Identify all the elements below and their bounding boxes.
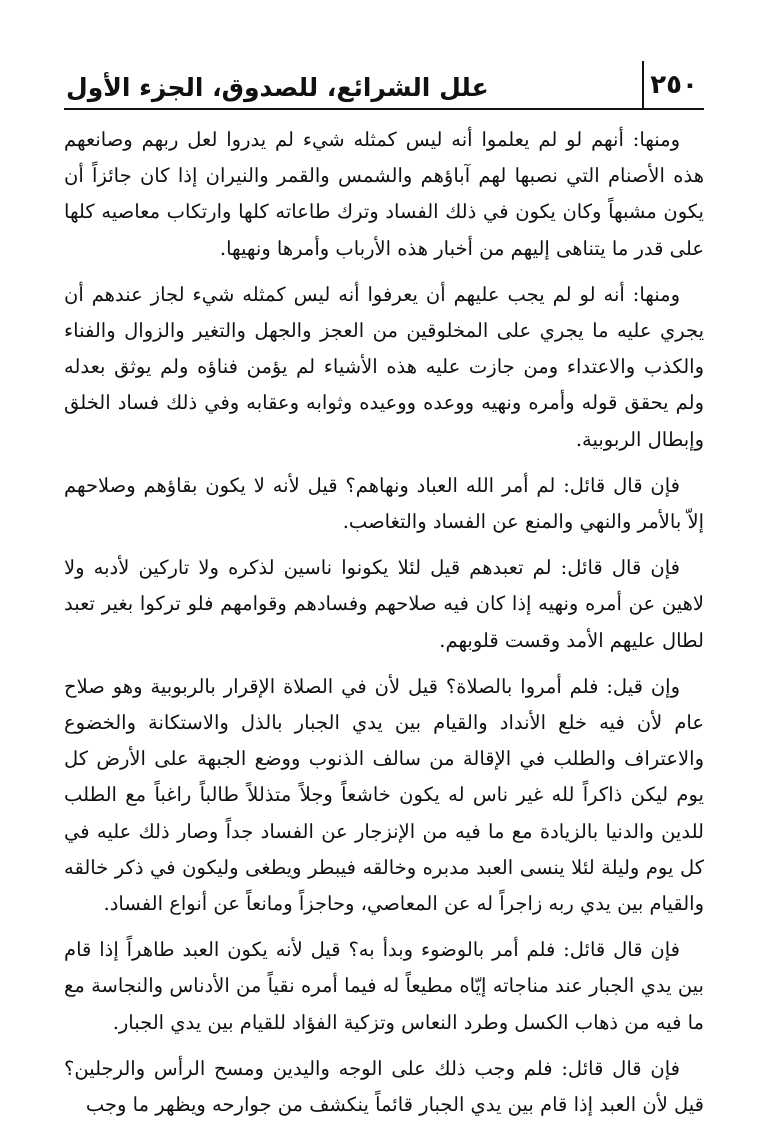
paragraph: وإن قيل: فلم أمروا بالصلاة؟ قيل لأن في الصلاة الإقرار بالربوبية وهو صلاح عام لأن فيه خلع الأنداد والقيام بين يدي الجبار بالذل والاستكانة والخضوع والاعتراف والطلب في الإقالة من سالف الذنوب ووضع الجبهة على الأرض كل يوم ليكن ذاكراً لله غير ناس له يكون خاشعاً وجلاً متذللاً طالباً راغباً مع الطلب للدين والدنيا بالزيادة مع ما فيه من الإنزجار عن الفساد جداً وصار ذلك عليه في كل يوم وليلة لئلا ينسى العبد مدبره وخالقه فيبطر ويطغى وليكون في ذكر خالقه والقيام بين يدي ربه زاجراً له عن المعاصي، وحاجزاً ومانعاً عن أنواع الفساد.	[64, 674, 704, 916]
paragraph: ومنها: أنه لو لم يجب عليهم أن يعرفوا أنه ليس كمثله شيء لجاز عندهم أن يجري عليه ما يجري على المخلوقين من العجز والجهل والتغير والزوال والفناء والكذب والاعتداء ومن جازت عليه هذه الأشياء لم يؤمن فناؤه ولم يوثق بعدله ولم يحقق قوله وأمره ونهيه ووعده ووعيده وثوابه وعقابه وفي ذلك فساد الخلق وإبطال الربوبية.	[64, 282, 704, 451]
page-number: ٢٥٠	[642, 61, 704, 109]
book-page	[64, 56, 704, 1117]
page-body	[64, 122, 704, 1123]
paragraph: فإن قال قائل: فلم أمر بالوضوء وبدأ به؟ قيل لأنه يكون العبد طاهراً إذا قام بين يدي الجبار عند مناجاته إيّاه مطيعاً له فيما أمره نقياً من الأدناس والنجاسة مع ما فيه من ذهاب الكسل وطرد النعاس وتزكية الفؤاد للقيام بين يدي الجبار.	[64, 938, 704, 1034]
paragraph: فإن قال قائل: فلم وجب ذلك على الوجه واليدين ومسح الرأس والرجلين؟ قيل لأن العبد إذا قام بين يدي الجبار قائماً ينكشف من جوارحه ويظهر ما وجب	[64, 1056, 704, 1117]
paragraph: ومنها: أنهم لو لم يعلموا أنه ليس كمثله شيء لم يدروا لعل ربهم وصانعهم هذه الأصنام التي نصبها لهم آباؤهم والشمس والقمر والنيران إذا كان جائزاً أن يكون مشبهاً وكان يكون في ذلك الفساد وترك طاعاته كلها وارتكاب معاصيه كلها على قدر ما يتناهى إليهم من أخبار هذه الأرباب وأمرها ونهيها.	[64, 128, 704, 260]
running-header	[64, 56, 704, 110]
book-title: علل الشرائع، للصدوق، الجزء الأول	[66, 73, 489, 102]
paragraph: فإن قال قائل: لم تعبدهم قيل لئلا يكونوا ناسين لذكره ولا تاركين لأدبه ولا لاهين عن أمره ونهيه إذا كان فيه صلاحهم وفسادهم وقوامهم فلو تركوا بغير تعبد لطال عليهم الأمد وقست قلوبهم.	[64, 556, 704, 652]
paragraph: فإن قال قائل: لم أمر الله العباد ونهاهم؟ قيل لأنه لا يكون بقاؤهم وصلاحهم إلاّ بالأمر والنهي والمنع عن الفساد والتغاصب.	[64, 473, 704, 534]
